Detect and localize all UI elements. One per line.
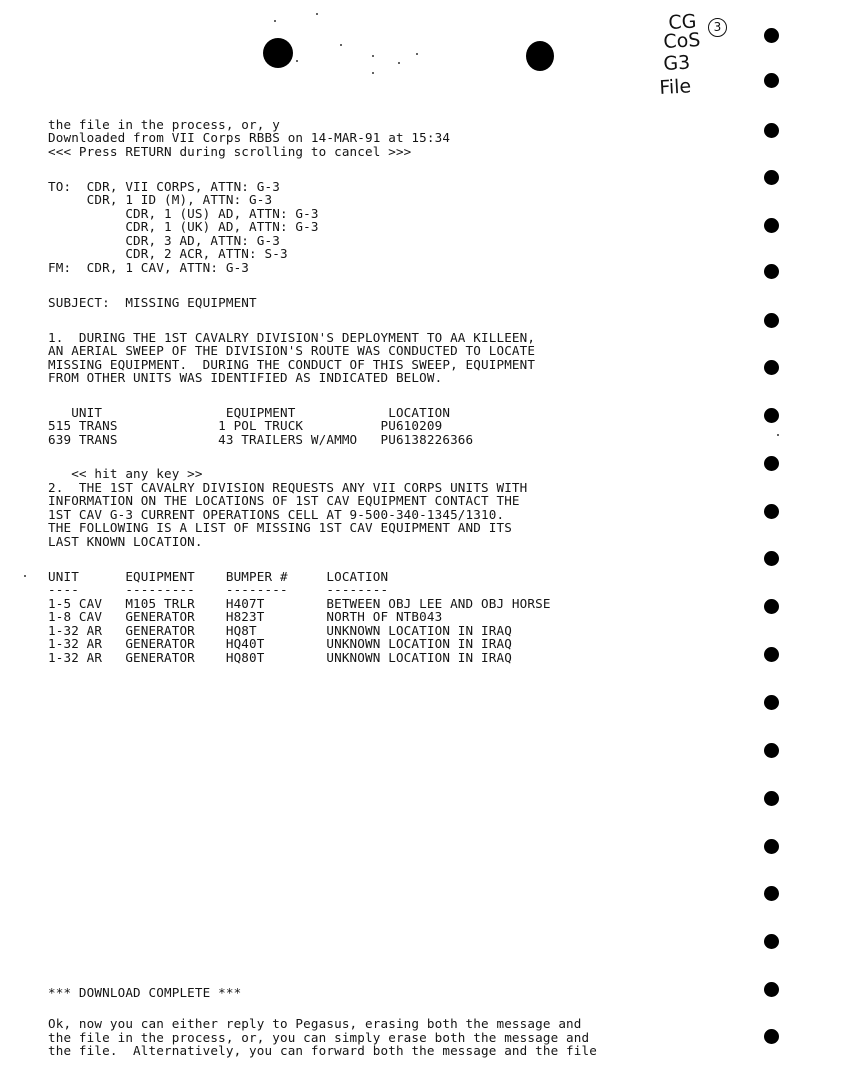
punch-hole (764, 313, 779, 328)
punch-hole (764, 264, 779, 279)
punch-hole (764, 504, 779, 519)
hit-any-key-prompt: << hit any key >> (48, 466, 203, 481)
punch-hole (764, 791, 779, 806)
handwritten-note-cg: CG (667, 10, 697, 34)
binder-hole (526, 41, 554, 71)
speck (398, 62, 400, 64)
punch-hole (764, 218, 779, 233)
footer-line: the file in the process, or, you can simply erase both the message and (48, 1030, 590, 1045)
paragraph-2-line: INFORMATION ON THE LOCATIONS OF 1ST CAV EQUIPMENT CONTACT THE (48, 493, 520, 508)
address-to: CDR, 1 (US) AD, ATTN: G-3 (48, 206, 319, 221)
punch-hole (764, 408, 779, 423)
table-2-row: 1-8 CAV GENERATOR H823T NORTH OF NTB043 (48, 609, 443, 624)
punch-hole (764, 743, 779, 758)
table-1-header: UNIT EQUIPMENT LOCATION (48, 405, 451, 420)
header-line: <<< Press RETURN during scrolling to cancel >>> (48, 144, 412, 159)
punch-hole (764, 360, 779, 375)
download-complete: *** DOWNLOAD COMPLETE *** (48, 985, 242, 1000)
punch-hole (764, 123, 779, 138)
subject-line: SUBJECT: MISSING EQUIPMENT (48, 295, 257, 310)
speck (416, 53, 418, 55)
address-to: CDR, 1 (UK) AD, ATTN: G-3 (48, 219, 319, 234)
punch-hole (764, 599, 779, 614)
punch-hole (764, 982, 779, 997)
address-to: CDR, 2 ACR, ATTN: S-3 (48, 246, 288, 261)
punch-hole (764, 839, 779, 854)
table-2-row: 1-32 AR GENERATOR HQ40T UNKNOWN LOCATION IN IRAQ (48, 636, 512, 651)
punch-hole (764, 647, 779, 662)
punch-hole (764, 695, 779, 710)
paragraph-2-line: LAST KNOWN LOCATION. (48, 534, 203, 549)
speck (316, 13, 318, 15)
handwritten-note-cos: CoS (662, 29, 701, 53)
table-2-row: 1-5 CAV M105 TRLR H407T BETWEEN OBJ LEE AND OBJ HORSE (48, 596, 551, 611)
punch-hole (764, 551, 779, 566)
punch-hole (764, 28, 779, 43)
table-1-row: 515 TRANS 1 POL TRUCK PU610209 (48, 418, 443, 433)
punch-hole (764, 170, 779, 185)
speck (372, 55, 374, 57)
header-line: the file in the process, or, y (48, 117, 280, 132)
handwritten-note-g3: G3 (662, 51, 691, 75)
punch-hole (764, 934, 779, 949)
paragraph-2-line: THE FOLLOWING IS A LIST OF MISSING 1ST CAV EQUIPMENT AND ITS (48, 520, 512, 535)
paragraph-1-line: 1. DURING THE 1ST CAVALRY DIVISION'S DEPLOYMENT TO AA KILLEEN, (48, 330, 536, 345)
punch-hole (764, 886, 779, 901)
address-to: TO: CDR, VII CORPS, ATTN: G-3 (48, 179, 280, 194)
speck (340, 44, 342, 46)
speck (274, 20, 276, 22)
paragraph-1-line: AN AERIAL SWEEP OF THE DIVISION'S ROUTE WAS CONDUCTED TO LOCATE (48, 343, 536, 358)
table-2-row: 1-32 AR GENERATOR HQ80T UNKNOWN LOCATION IN IRAQ (48, 650, 512, 665)
speck (372, 72, 374, 74)
paragraph-1-line: FROM OTHER UNITS WAS IDENTIFIED AS INDICATED BELOW. (48, 370, 443, 385)
footer-line: the file. Alternatively, you can forward both the message and the file (48, 1043, 597, 1058)
paragraph-2-line: 1ST CAV G-3 CURRENT OPERATIONS CELL AT 9-500-340-1345/1310. (48, 507, 505, 522)
speck (296, 60, 298, 62)
footer-line: Ok, now you can either reply to Pegasus, erasing both the message and (48, 1016, 582, 1031)
paragraph-1-line: MISSING EQUIPMENT. DURING THE CONDUCT OF THIS SWEEP, EQUIPMENT (48, 357, 536, 372)
handwritten-circled-number: 3 (708, 18, 727, 37)
binder-hole (263, 38, 293, 68)
handwritten-note-file: File (658, 75, 692, 99)
speck (24, 575, 26, 577)
punch-hole (764, 456, 779, 471)
header-line: Downloaded from VII Corps RBBS on 14-MAR-91 at 15:34 (48, 130, 451, 145)
paragraph-2-line: 2. THE 1ST CAVALRY DIVISION REQUESTS ANY VII CORPS UNITS WITH (48, 480, 528, 495)
address-to: CDR, 1 ID (M), ATTN: G-3 (48, 192, 273, 207)
punch-hole (764, 1029, 779, 1044)
address-from: FM: CDR, 1 CAV, ATTN: G-3 (48, 260, 250, 275)
table-2-rule: ---- --------- -------- -------- (48, 582, 389, 597)
address-to: CDR, 3 AD, ATTN: G-3 (48, 233, 280, 248)
table-1-row: 639 TRANS 43 TRAILERS W/AMMO PU6138226366 (48, 432, 474, 447)
punch-hole (764, 73, 779, 88)
speck (777, 434, 779, 436)
table-2-header: UNIT EQUIPMENT BUMPER # LOCATION (48, 569, 389, 584)
table-2-row: 1-32 AR GENERATOR HQ8T UNKNOWN LOCATION IN IRAQ (48, 623, 512, 638)
